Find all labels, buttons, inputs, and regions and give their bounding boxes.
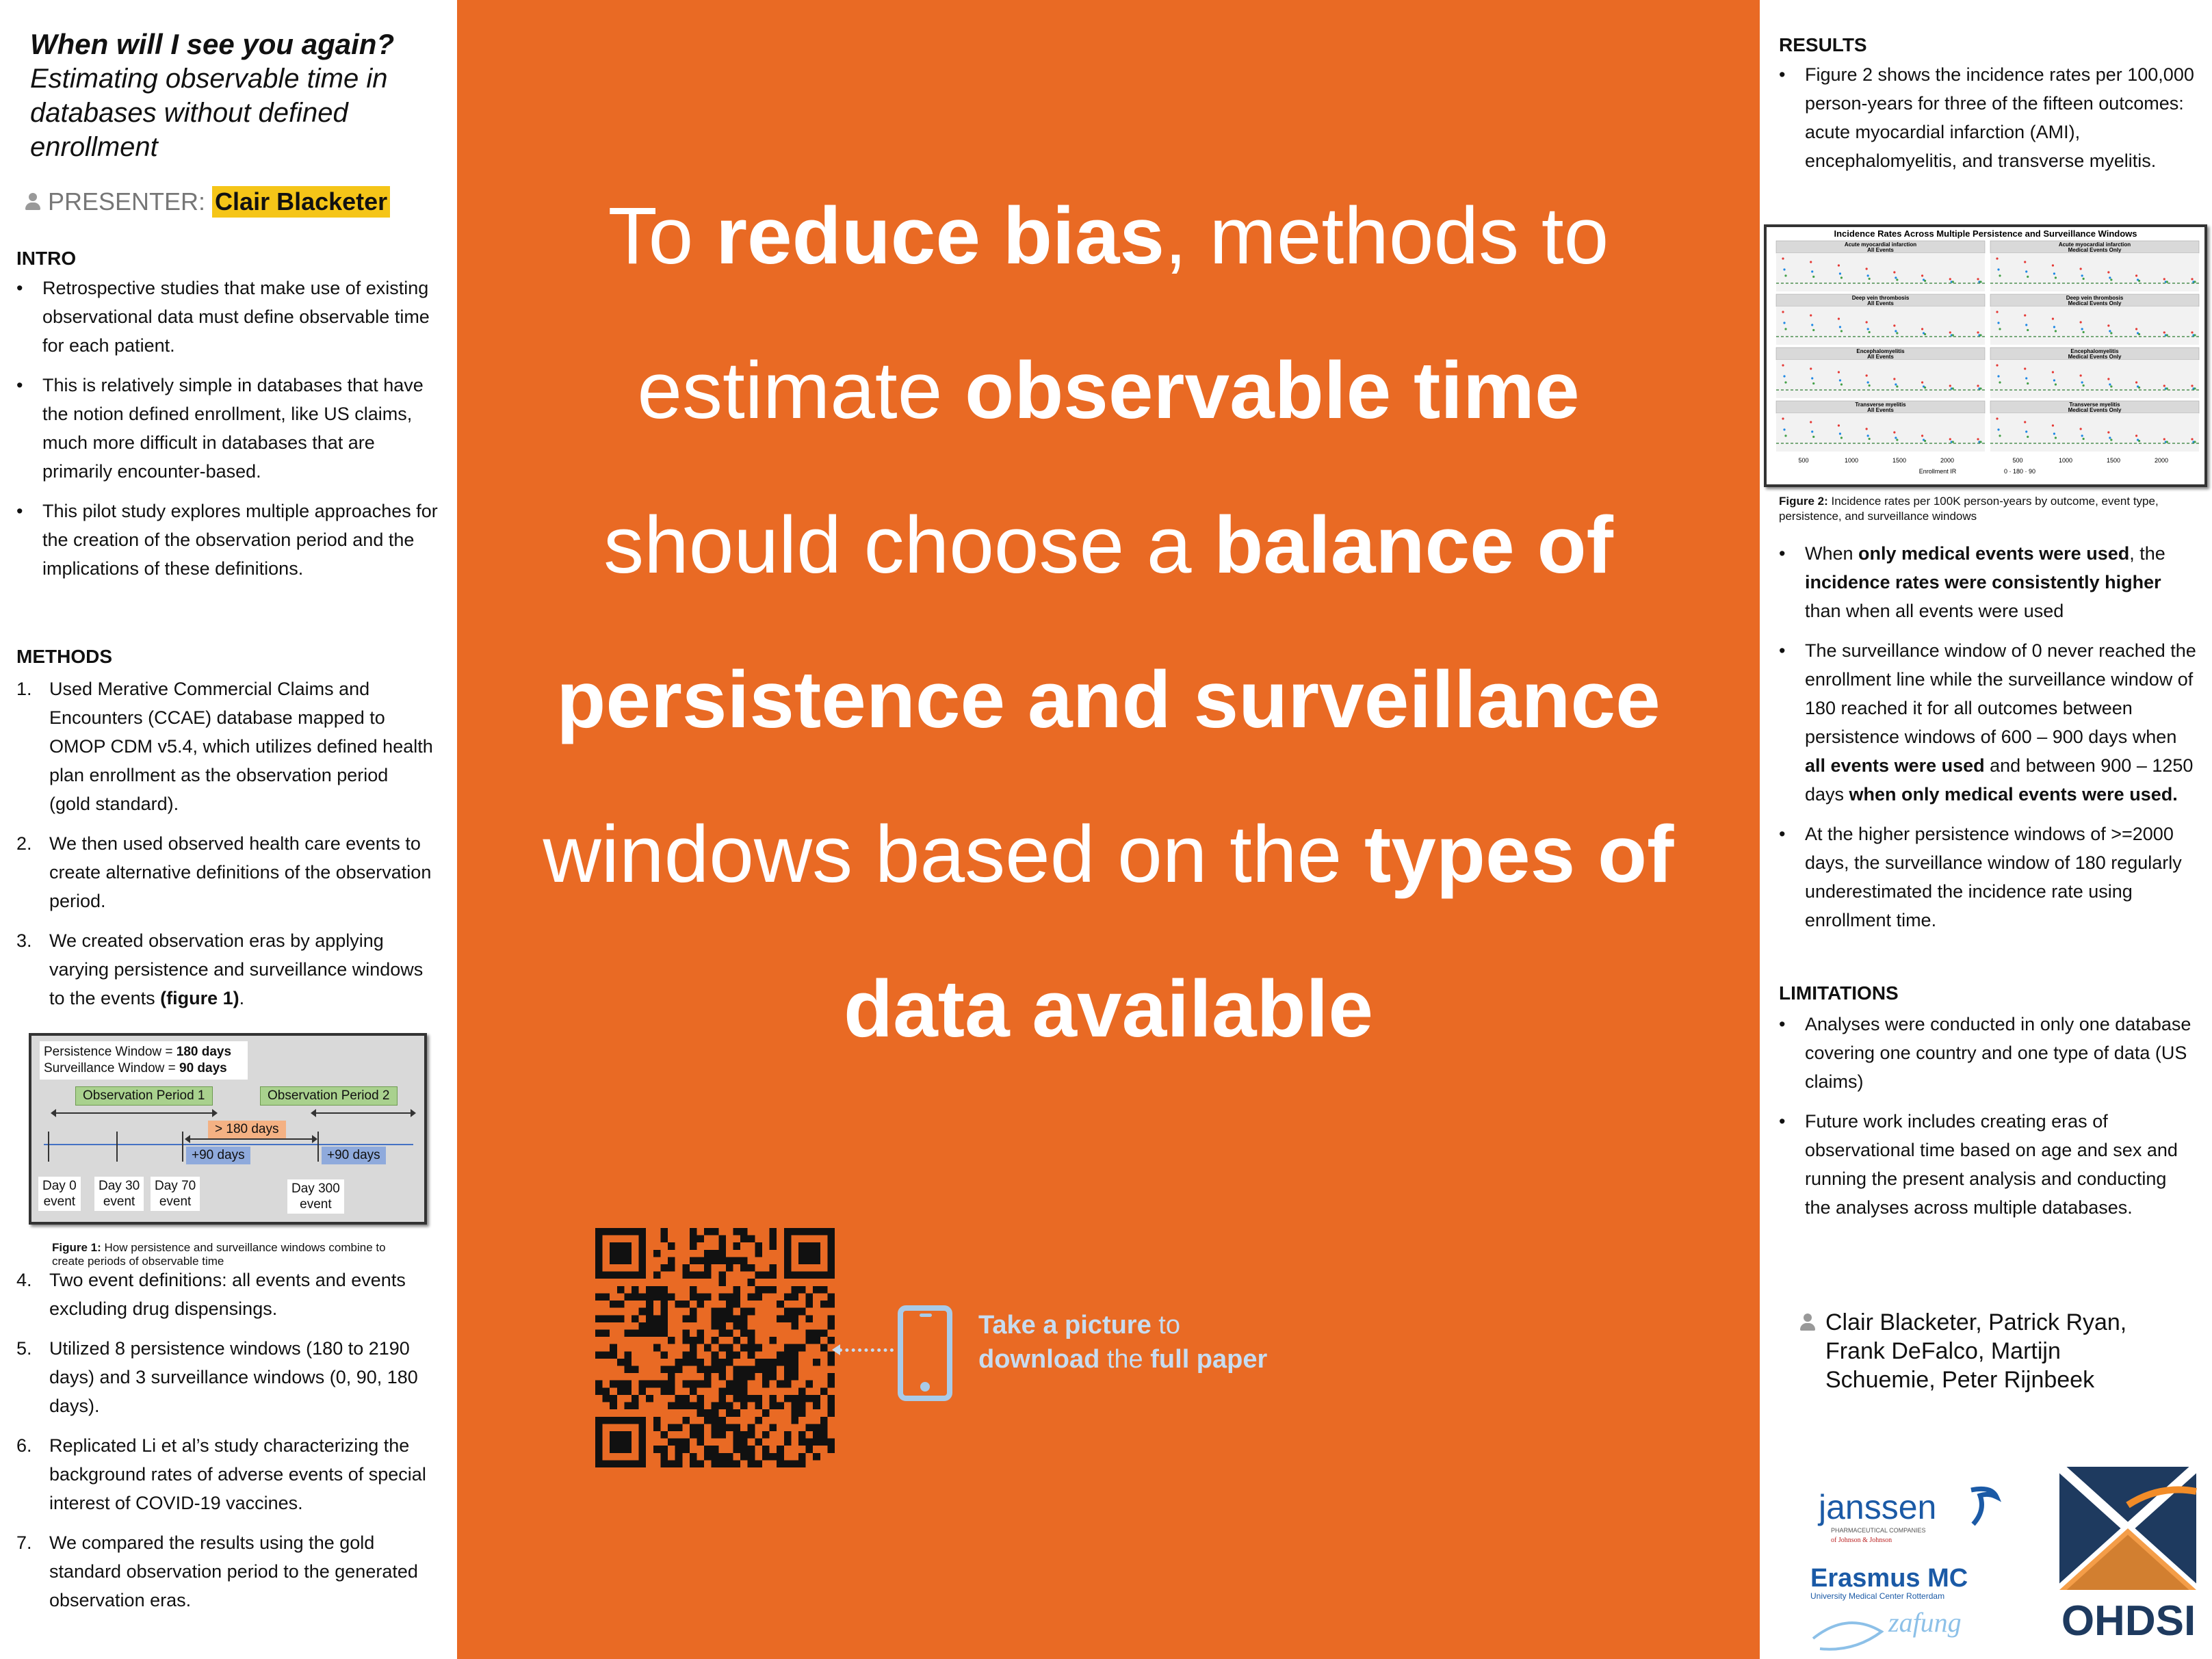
x-tick-label: 1000: [1844, 457, 1859, 464]
data-point: [2052, 371, 2054, 373]
data-point: [1977, 384, 1979, 387]
data-point: [1784, 328, 1786, 330]
data-point: [1921, 274, 1923, 276]
data-point: [1782, 417, 1784, 419]
data-point: [2052, 424, 2054, 426]
data-point: [1838, 317, 1840, 319]
data-point: [2163, 438, 2165, 440]
title-sub: Estimating observable time in databases without defined enrollment: [30, 64, 388, 162]
event-box: Day 70 event: [151, 1177, 200, 1211]
data-point: [2166, 441, 2168, 443]
data-point: [2110, 385, 2112, 387]
data-point: [2191, 278, 2193, 280]
period-2-bracket: [312, 1112, 415, 1114]
data-point: [1866, 428, 1868, 430]
data-point: [2027, 276, 2029, 278]
data-point: [2024, 261, 2026, 263]
person-icon: [25, 193, 41, 211]
data-point: [1869, 331, 1871, 333]
data-point: [1782, 364, 1784, 366]
data-point: [1996, 417, 1998, 419]
data-point: [2024, 367, 2026, 369]
data-point: [2107, 271, 2109, 273]
data-point: [1867, 328, 1869, 330]
data-point: [2024, 314, 2026, 316]
data-point: [2053, 326, 2055, 328]
person-icon: [1799, 1314, 1816, 1331]
data-point: [2107, 431, 2109, 433]
svg-text:zafung: zafung: [1888, 1607, 1962, 1638]
x-tick-label: 1500: [2106, 457, 2121, 464]
data-point: [1924, 333, 1926, 335]
data-point: [1977, 331, 1979, 333]
list-item: • At the higher persistence windows of >=2000 days, the surveillance window of 180 regularly underestimated the incidence rate using enrollment time.: [1779, 820, 2196, 935]
panel-area: [1990, 306, 2199, 345]
data-point: [2083, 438, 2085, 440]
list-item: • Future work includes creating eras of observational time based on age and sex and running the present analysis and conducting the analyses across multiple databases.: [1779, 1107, 2196, 1222]
data-point: [1895, 383, 1897, 385]
data-point: [1867, 381, 1869, 383]
data-point: [2027, 436, 2029, 438]
data-point: [1840, 436, 1843, 439]
data-point: [1869, 384, 1871, 387]
data-point: [1949, 438, 1951, 440]
data-point: [1996, 311, 1998, 313]
svg-text:janssen: janssen: [1819, 1488, 1937, 1526]
data-point: [2163, 331, 2165, 333]
event-tick: [182, 1132, 183, 1162]
data-point: [1810, 261, 1812, 263]
data-point: [2081, 434, 2083, 436]
data-point: [2053, 272, 2055, 274]
data-point: [1840, 383, 1843, 385]
panel-event-type: Medical Events Only: [2068, 407, 2122, 413]
poster-title: [30, 27, 441, 164]
data-point: [1869, 278, 1871, 280]
results-heading: RESULTS: [1779, 34, 1867, 55]
panel-outcome: Acute myocardial infarction: [1844, 241, 1917, 248]
list-item: • This pilot study explores multiple approaches for the creation of the observation period and the implications of these definitions.: [16, 497, 441, 583]
panel-event-type: Medical Events Only: [2068, 247, 2122, 253]
data-point: [1810, 367, 1812, 369]
data-point: [2194, 441, 2196, 443]
data-point: [2080, 267, 2082, 270]
panel-event-type: All Events: [1867, 247, 1894, 253]
data-point: [1952, 387, 1954, 389]
data-point: [1896, 278, 1898, 280]
chart-title: Incidence Rates Across Multiple Persistence and Surveillance Windows: [1834, 228, 2137, 239]
list-item: 4. Two event definitions: all events and events excluding drug dispensings.: [16, 1270, 406, 1319]
observation-period-2: Observation Period 2: [260, 1086, 398, 1106]
panel-area: [1990, 360, 2199, 398]
data-point: [1840, 276, 1843, 278]
data-point: [1782, 311, 1784, 313]
panel-outcome: Deep vein thrombosis: [1851, 295, 1910, 301]
data-point: [2109, 383, 2111, 385]
data-point: [1810, 314, 1812, 316]
svg-text:of Johnson & Johnson: of Johnson & Johnson: [1831, 1537, 1892, 1544]
data-point: [1893, 431, 1895, 433]
figure-2-caption: Figure 2: Incidence rates per 100K person-years by outcome, event type, persistence, and surveillance windows: [1779, 495, 2159, 523]
data-point: [1921, 328, 1923, 330]
x-tick-label: 500: [2012, 457, 2023, 464]
data-point: [2138, 280, 2140, 282]
svg-text:University Medical Center Rott: University Medical Center Rotterdam: [1810, 1591, 1945, 1601]
window-legend: Persistence Window = 180 days Surveillance Window = 90 days: [40, 1041, 248, 1080]
data-point: [1979, 280, 1981, 283]
figure-2-chart: [1764, 224, 2207, 487]
data-point: [1867, 274, 1869, 276]
methods-heading: METHODS: [16, 646, 112, 667]
phone-icon: [898, 1305, 952, 1401]
data-point: [1949, 278, 1951, 280]
data-point: [1811, 270, 1813, 272]
gap-label: > 180 days: [208, 1121, 286, 1138]
data-point: [2163, 278, 2165, 280]
data-point: [1896, 385, 1898, 387]
data-point: [1783, 375, 1785, 377]
data-point: [1866, 374, 1868, 376]
data-point: [1895, 276, 1897, 278]
data-point: [1811, 430, 1813, 432]
data-point: [1952, 441, 1954, 443]
data-point: [2110, 332, 2112, 334]
data-point: [2052, 264, 2054, 266]
erasmus-mc-logo: [1806, 1563, 2012, 1659]
data-point: [1838, 264, 1840, 266]
panel-area: [1990, 253, 2199, 291]
data-point: [1893, 271, 1895, 273]
data-point: [2110, 439, 2112, 441]
data-point: [1896, 439, 1898, 441]
data-point: [1921, 434, 1923, 436]
data-point: [2138, 440, 2140, 442]
data-point: [1838, 424, 1840, 426]
list-item: • The surveillance window of 0 never reached the enrollment line while the surveillance window of 180 reached it for all outcomes between persistence windows of 600 – 900 days when all events were used and between 900 – 1250 days when only medical events were used.: [1779, 636, 2196, 809]
data-point: [2083, 278, 2085, 280]
list-item: • Figure 2 shows the incidence rates per 100,000 person-years for three of the fifteen outcomes: acute myocardial infarction (AMI), encephalomyelitis, and transverse myelitis.: [1779, 60, 2196, 175]
event-box: Day 0 event: [38, 1177, 81, 1211]
panel-outcome: Transverse myelitis: [1855, 402, 1906, 408]
data-point: [1996, 257, 1998, 259]
data-point: [2055, 436, 2057, 439]
qr-code[interactable]: [595, 1228, 835, 1467]
data-point: [1977, 278, 1979, 280]
data-point: [1924, 280, 1926, 282]
panel-event-type: Medical Events Only: [2068, 354, 2122, 360]
figure-1-diagram: [29, 1033, 427, 1225]
key-message: To reduce bias, methods to estimate observable time should choose a balance of persistence and surveillance windows based on the types of data available: [543, 191, 1674, 1054]
data-point: [1783, 322, 1785, 324]
data-point: [2083, 384, 2085, 387]
data-point: [1783, 268, 1785, 270]
data-point: [1896, 332, 1898, 334]
data-point: [2138, 333, 2140, 335]
data-point: [1921, 381, 1923, 383]
data-point: [2191, 384, 2193, 387]
data-point: [1924, 440, 1926, 442]
data-point: [1996, 364, 1998, 366]
data-point: [1979, 334, 1981, 336]
data-point: [1784, 434, 1786, 436]
figure-1-caption: Figure 1: How persistence and surveillance windows combine to create periods of observable time: [52, 1241, 386, 1268]
data-point: [2080, 428, 2082, 430]
data-point: [2027, 382, 2029, 384]
data-point: [1783, 428, 1785, 430]
data-point: [2109, 276, 2111, 278]
data-point: [1866, 321, 1868, 323]
panel-event-type: Medical Events Only: [2068, 300, 2122, 306]
data-point: [2025, 430, 2027, 432]
panel-event-type: All Events: [1867, 407, 1894, 413]
panel-area: [1776, 360, 1985, 398]
list-item: 3. We created observation eras by applying varying persistence and surveillance windows to the events (figure 1).: [16, 930, 424, 1008]
data-point: [1997, 428, 1999, 430]
event-box: Day 30 event: [94, 1177, 144, 1211]
panel-area: [1990, 413, 2199, 452]
panel-area: [1776, 413, 1985, 452]
period-1-bracket: [52, 1112, 216, 1114]
panel-outcome: Encephalomyelitis: [2070, 348, 2119, 354]
data-point: [1895, 330, 1897, 332]
event-tick: [48, 1132, 49, 1162]
panel-event-type: All Events: [1867, 354, 1894, 360]
data-point: [2025, 270, 2027, 272]
data-point: [1979, 387, 1981, 389]
data-point: [2166, 334, 2168, 336]
x-tick-label: 2000: [2154, 457, 2169, 464]
timeline-axis: [44, 1144, 413, 1145]
data-point: [2083, 331, 2085, 333]
data-point: [2081, 274, 2083, 276]
data-point: [2055, 383, 2057, 385]
data-point: [2135, 381, 2137, 383]
authors-text: Clair Blacketer, Patrick Ryan, Frank DeFalco, Martijn Schuemie, Peter Rijnbeek: [1825, 1309, 2127, 1393]
x-tick-label: 500: [1798, 457, 1809, 464]
data-point: [2138, 387, 2140, 389]
panel-event-type: All Events: [1867, 300, 1894, 306]
data-point: [1997, 268, 1999, 270]
data-point: [1839, 272, 1841, 274]
data-point: [1838, 371, 1840, 373]
title-main: When will I see you again?: [30, 28, 395, 60]
data-point: [1949, 384, 1951, 387]
panel-outcome: Encephalomyelitis: [1856, 348, 1905, 354]
data-point: [1893, 378, 1895, 380]
data-point: [1999, 328, 2001, 330]
data-point: [1979, 441, 1981, 443]
data-point: [2135, 274, 2137, 276]
data-point: [2081, 328, 2083, 330]
limitations-list: [1779, 1010, 2196, 1233]
data-point: [1812, 276, 1814, 278]
intro-list: [16, 274, 441, 594]
data-point: [1812, 436, 1814, 438]
data-point: [2080, 321, 2082, 323]
results-intro-list: [1779, 60, 2196, 186]
data-point: [1812, 329, 1814, 331]
gap-bracket: [186, 1138, 316, 1140]
list-item: • This is relatively simple in databases that have the notion defined enrollment, like US claims, much more difficult in databases that are primarily encounter-based.: [16, 371, 441, 486]
data-point: [1999, 381, 2001, 383]
data-point: [2194, 334, 2196, 336]
panel-outcome: Deep vein thrombosis: [2066, 295, 2124, 301]
data-point: [1839, 379, 1841, 381]
list-item: 6. Replicated Li et al’s study characterizing the background rates of adverse events of special interest of COVID-19 vaccines.: [16, 1435, 426, 1513]
data-point: [1977, 438, 1979, 440]
data-point: [1997, 322, 1999, 324]
data-point: [2191, 438, 2193, 440]
data-point: [1811, 324, 1813, 326]
data-point: [1893, 324, 1895, 326]
data-point: [1952, 280, 1954, 283]
panel-area: [1776, 253, 1985, 291]
list-item: • Analyses were conducted in only one database covering one country and one type of data (US claims): [1779, 1010, 2196, 1096]
legend-enrollment: Enrollment IR: [1918, 468, 1957, 475]
svg-text:Erasmus MC: Erasmus MC: [1810, 1564, 1968, 1593]
data-point: [1999, 434, 2001, 436]
list-item: 7. We compared the results using the gold standard observation period to the generated observation eras.: [16, 1532, 418, 1610]
data-point: [2055, 330, 2057, 332]
observation-period-1: Observation Period 1: [75, 1086, 213, 1106]
plus-90-label: +90 days: [186, 1147, 250, 1164]
data-point: [2163, 384, 2165, 387]
svg-text:PHARMACEUTICAL COMPANIES: PHARMACEUTICAL COMPANIES: [1831, 1527, 1926, 1534]
data-point: [2191, 331, 2193, 333]
panel-outcome: Acute myocardial infarction: [2058, 241, 2131, 248]
data-point: [1784, 381, 1786, 383]
x-tick-label: 1500: [1892, 457, 1907, 464]
data-point: [2053, 432, 2055, 434]
data-point: [2027, 329, 2029, 331]
data-point: [2025, 377, 2027, 379]
data-point: [2110, 278, 2112, 280]
data-point: [2107, 378, 2109, 380]
data-point: [2107, 324, 2109, 326]
data-point: [2081, 381, 2083, 383]
legend-surveillance: 0 · 180 · 90: [2003, 468, 2036, 475]
x-tick-label: 2000: [1940, 457, 1955, 464]
methods-list-b: [16, 1266, 434, 1625]
data-point: [1866, 267, 1868, 270]
limitations-heading: LIMITATIONS: [1779, 982, 1899, 1004]
data-point: [1784, 274, 1786, 276]
data-point: [2194, 280, 2196, 283]
janssen-logo: [1817, 1483, 2002, 1552]
ohdsi-logo: [2057, 1464, 2200, 1642]
event-box: Day 300 event: [287, 1179, 344, 1214]
list-item: • When only medical events were used, the incidence rates were consistently higher than when all events were used: [1779, 539, 2196, 625]
svg-text:OHDSI: OHDSI: [2061, 1597, 2196, 1642]
data-point: [1810, 421, 1812, 423]
arrow-icon: [839, 1348, 894, 1352]
presenter: [25, 186, 390, 218]
download-call-to-action: Take a picture to download the full paper: [978, 1311, 1268, 1374]
data-point: [1812, 382, 1814, 384]
data-point: [2055, 276, 2057, 278]
data-point: [2109, 330, 2111, 332]
data-point: [1949, 331, 1951, 333]
data-point: [1924, 387, 1926, 389]
data-point: [2053, 379, 2055, 381]
results-list: [1779, 539, 2196, 945]
data-point: [2194, 387, 2196, 389]
author-list: [1799, 1308, 2168, 1394]
data-point: [1839, 432, 1841, 434]
data-point: [2109, 436, 2111, 439]
intro-heading: INTRO: [16, 248, 77, 269]
data-point: [1869, 438, 1871, 440]
data-point: [2166, 280, 2168, 283]
data-point: [1782, 257, 1784, 259]
data-point: [1839, 326, 1841, 328]
presenter-name: Clair Blacketer: [212, 186, 390, 218]
event-tick: [116, 1132, 118, 1162]
data-point: [1952, 334, 1954, 336]
data-point: [2025, 324, 2027, 326]
methods-list-a: [16, 675, 434, 1023]
data-point: [2135, 328, 2137, 330]
data-point: [2024, 421, 2026, 423]
data-point: [2052, 317, 2054, 319]
presenter-label: PRESENTER:: [48, 187, 206, 215]
data-point: [2166, 387, 2168, 389]
panel-area: [1776, 306, 1985, 345]
list-item: 5. Utilized 8 persistence windows (180 to 2190 days) and 3 surveillance windows (0, 90, 180 days).: [16, 1338, 418, 1416]
data-point: [2080, 374, 2082, 376]
data-point: [1867, 434, 1869, 436]
x-tick-label: 1000: [2058, 457, 2073, 464]
data-point: [1999, 274, 2001, 276]
data-point: [1997, 375, 1999, 377]
plus-90-label: +90 days: [322, 1147, 386, 1164]
event-tick: [317, 1132, 319, 1162]
list-item: 2. We then used observed health care events to create alternative definitions of the observation period.: [16, 833, 432, 911]
list-item: • Retrospective studies that make use of existing observational data must define observable time for each patient.: [16, 274, 441, 360]
list-item: 1. Used Merative Commercial Claims and Encounters (CCAE) database mapped to OMOP CDM v5.4, which utilizes defined health plan enrollment as the observation period (gold standard).: [16, 679, 433, 814]
data-point: [1840, 330, 1843, 332]
data-point: [2135, 434, 2137, 436]
data-point: [1811, 377, 1813, 379]
data-point: [1895, 436, 1897, 439]
panel-outcome: Transverse myelitis: [2069, 402, 2120, 408]
